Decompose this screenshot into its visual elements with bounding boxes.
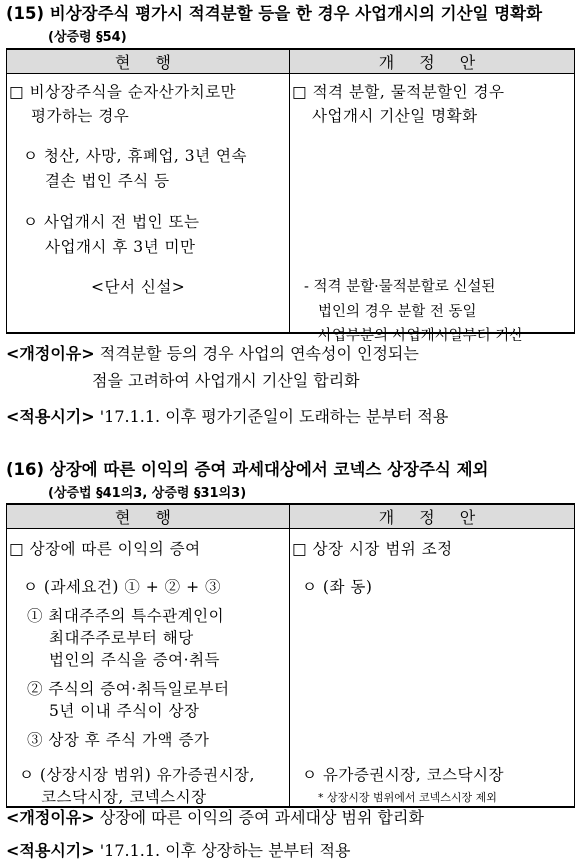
revised-item: □ 적격 분할, 물적분할인 경우: [292, 83, 505, 101]
table-header-current: 현 행: [7, 504, 290, 529]
current-item: 결손 법인 주식 등: [45, 172, 170, 190]
current-item: 사업개시 후 3년 미만: [45, 238, 196, 256]
apply-text: '17.1.1. 이후 평가기준일이 도래하는 분부터 적용: [99, 407, 449, 426]
current-item: 코스닥시장, 코넥스시장: [41, 788, 207, 806]
current-item: ㅇ (상장시장 범위) 유가증권시장,: [19, 766, 255, 784]
current-item: ㅇ 청산, 사망, 휴폐업, 3년 연속: [23, 147, 247, 165]
reason-text: 상장에 따른 이익의 증여 과세대상 범위 합리화: [99, 808, 424, 827]
section-16-title: (16) 상장에 따른 이익의 증여 과세대상에서 코넥스 상장주식 제외: [6, 460, 489, 479]
revised-item: □ 상장 시장 범위 조정: [292, 540, 453, 558]
revised-footnote: * 상장시장 범위에서 코넥스시장 제외: [318, 791, 497, 804]
revised-item: ㅇ (좌 동): [302, 578, 373, 596]
section-16-apply: [6, 838, 350, 861]
revised-column: [290, 529, 575, 808]
section-16-law-ref: (상증법 §41의3, 상증령 §31의3): [48, 486, 247, 501]
section-16-reason: [6, 805, 424, 828]
current-item: ㅇ (과세요건) ① + ② + ③: [23, 578, 221, 596]
current-item: 법인의 주식을 증여·취득: [49, 651, 221, 669]
apply-label: <적용시기>: [6, 407, 95, 426]
current-item: ㅇ 사업개시 전 법인 또는: [23, 213, 200, 231]
revised-item: ㅇ 유가증권시장, 코스닥시장: [302, 766, 504, 784]
section-15-title: (15) 비상장주식 평가시 적격분할 등을 한 경우 사업개시의 기산일 명확화: [6, 4, 543, 23]
current-item: 평가하는 경우: [31, 107, 130, 125]
revised-item: 사업개시 기산일 명확화: [312, 107, 478, 125]
revised-item: - 적격 분할·물적분할로 신설된: [304, 279, 496, 295]
current-column: [7, 74, 290, 334]
reason-text: 적격분할 등의 경우 사업의 연속성이 인정되는: [99, 344, 419, 363]
current-item: 5년 이내 주식이 상장: [49, 702, 200, 720]
current-item: <단서 신설>: [91, 278, 186, 296]
current-item: 최대주주로부터 해당: [49, 629, 194, 647]
table-header-revised: 개 정 안: [290, 49, 575, 74]
section-15-comparison-table: [6, 48, 575, 344]
revised-item: 사업부분의 사업개시일부터 기산: [318, 328, 524, 344]
revised-column: [290, 74, 575, 344]
apply-label: <적용시기>: [6, 841, 95, 860]
current-item: ① 최대주주의 특수관계인이: [27, 607, 225, 625]
current-item: ③ 상장 후 주식 가액 증가: [27, 731, 210, 749]
current-item: □ 상장에 따른 이익의 증여: [9, 540, 201, 558]
section-15-reason: [6, 341, 419, 364]
section-16-comparison-table: [6, 503, 575, 808]
apply-text: '17.1.1. 이후 상장하는 분부터 적용: [99, 841, 351, 860]
table-header-revised: 개 정 안: [290, 504, 575, 529]
reason-label: <개정이유>: [6, 344, 95, 363]
section-15-apply: [6, 404, 448, 427]
table-header-current: 현 행: [7, 49, 290, 74]
reason-label: <개정이유>: [6, 808, 95, 827]
revised-item: 법인의 경우 분할 전 동일: [318, 304, 477, 320]
current-item: ② 주식의 증여·취득일로부터: [27, 680, 230, 698]
reason-text-cont: 점을 고려하여 사업개시 기산일 합리화: [92, 371, 360, 390]
section-15-law-ref: (상증령 §54): [48, 30, 127, 45]
current-column: [7, 529, 290, 808]
current-item: □ 비상장주식을 순자산가치로만: [9, 83, 237, 101]
